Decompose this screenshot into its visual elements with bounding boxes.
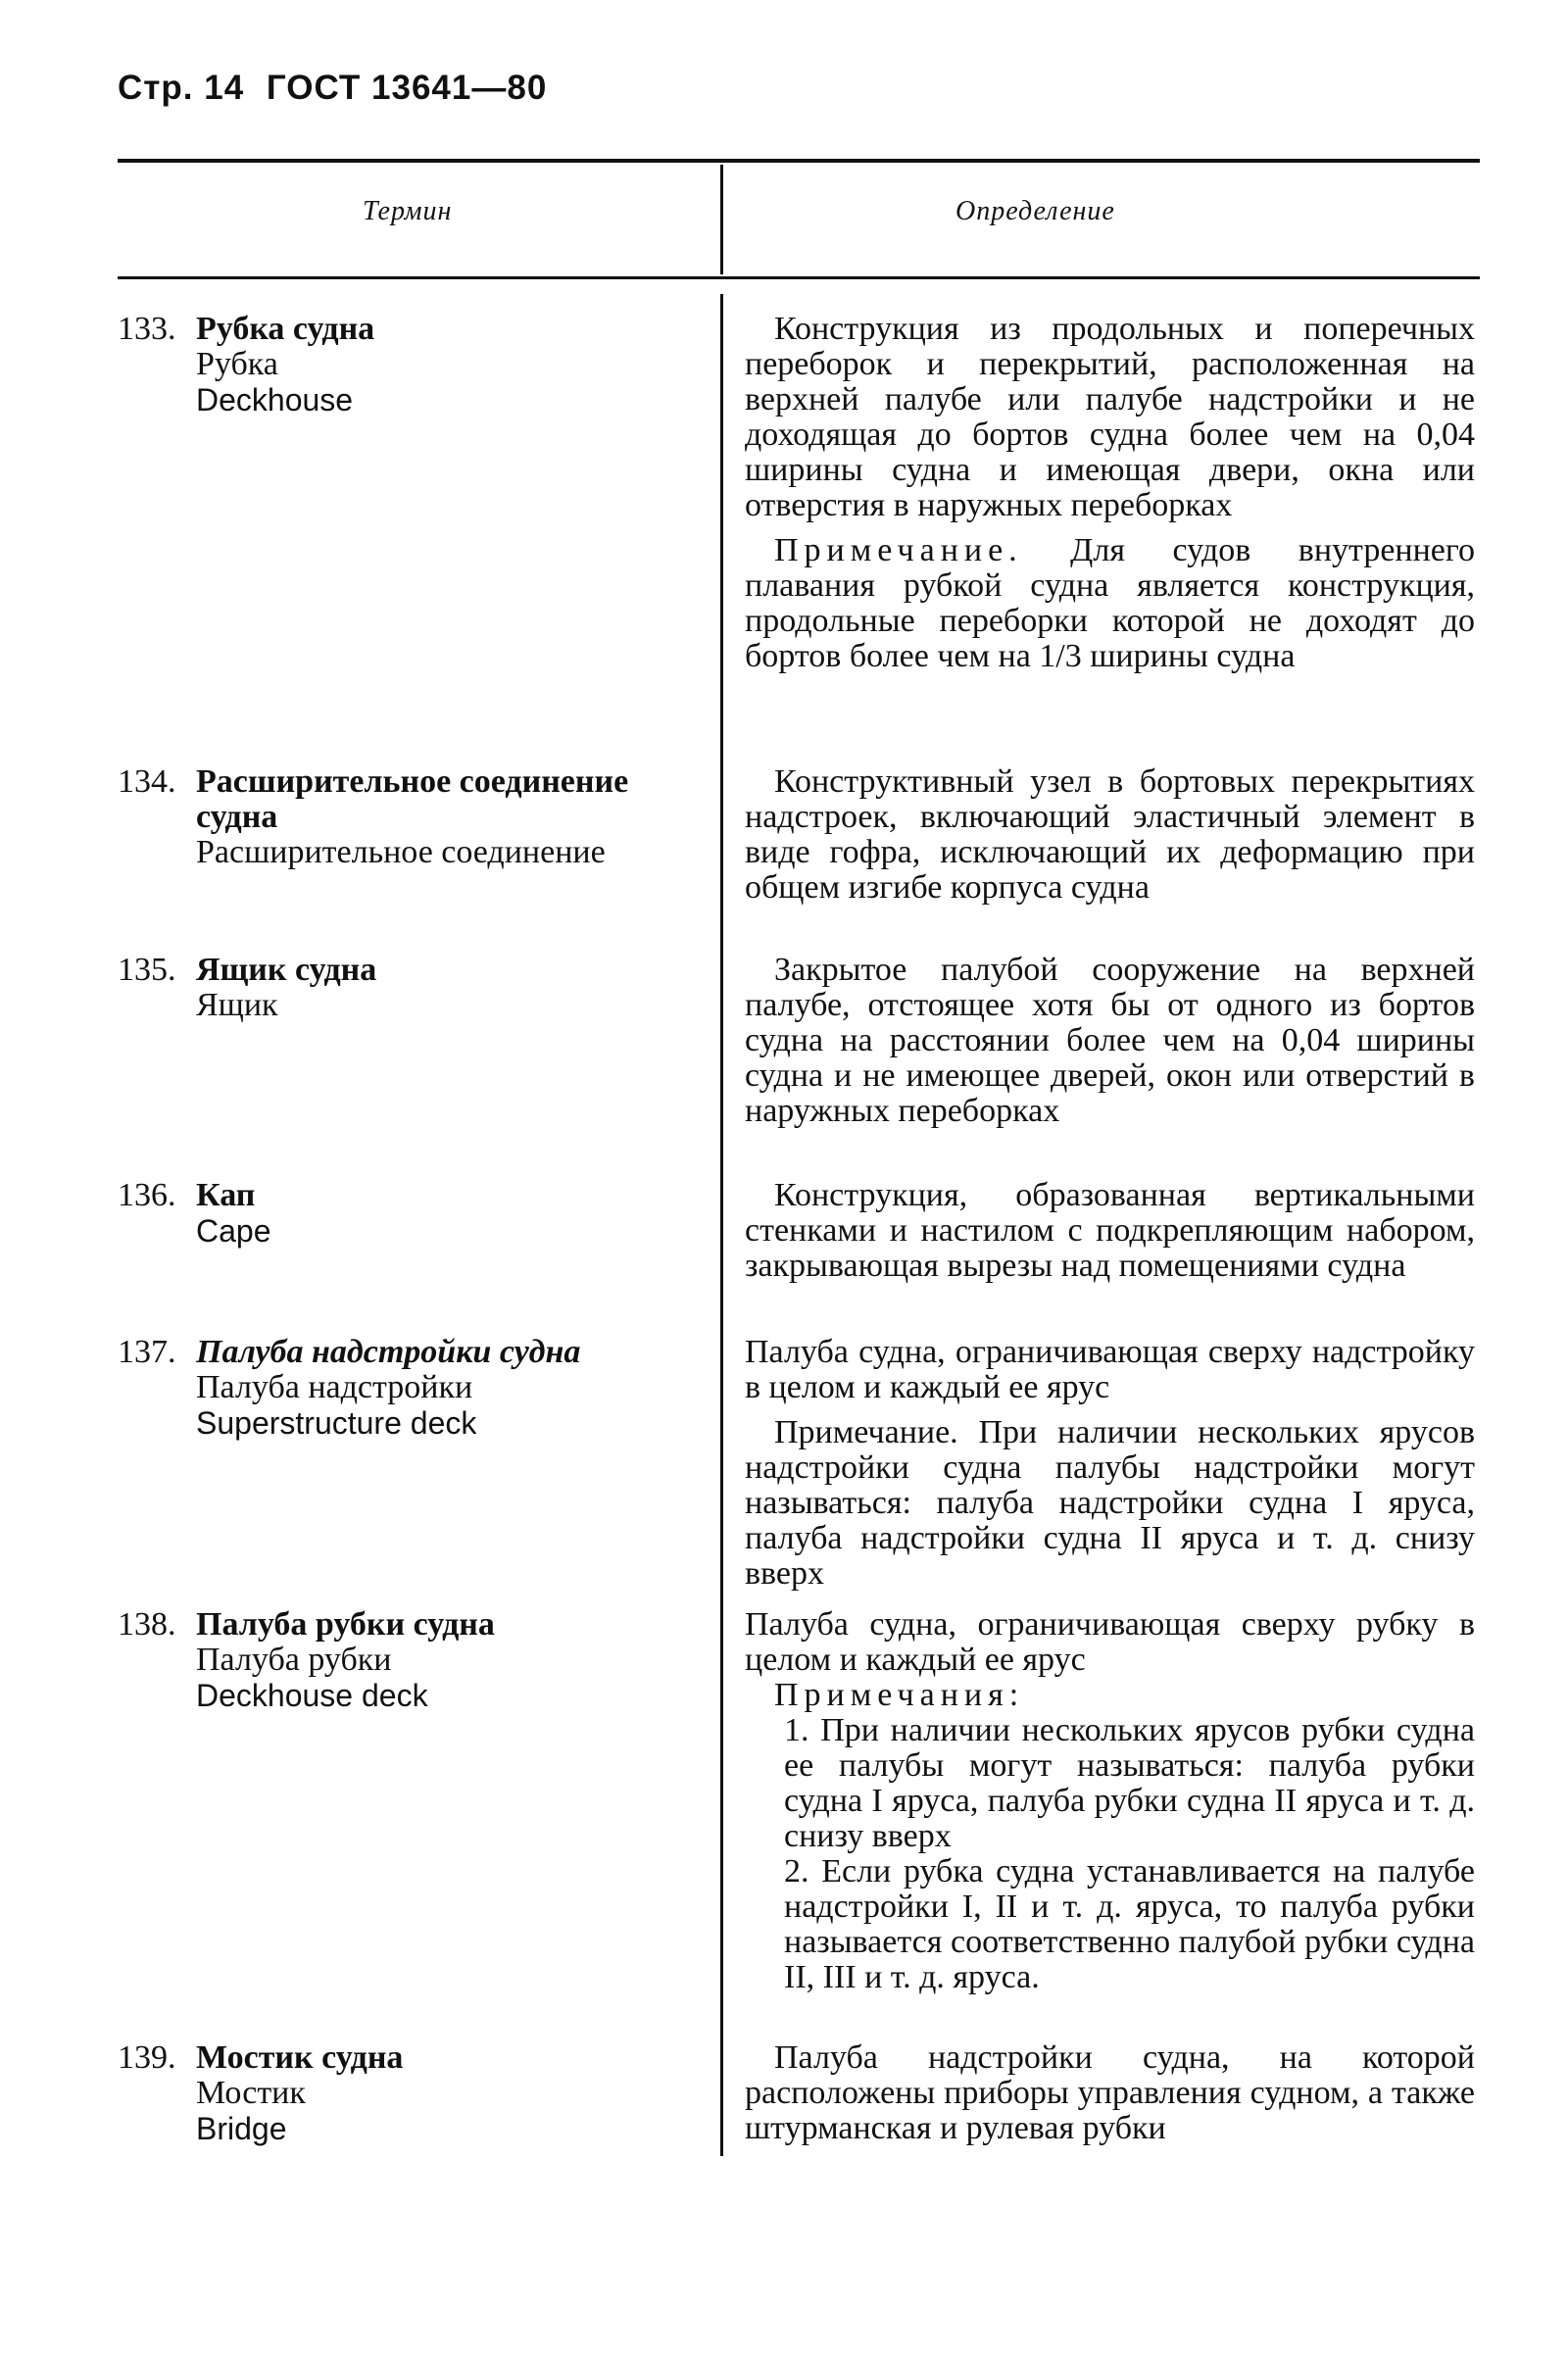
term-name: Мостик судна (196, 2039, 404, 2076)
entry-number: 139. (118, 2039, 176, 2076)
definition-text: Конструкция, образованная вертикальными стенками и настилом с подкрепляющим набором, закрывающая вырезы над помещениями судна (745, 1177, 1475, 1284)
term-cell (118, 1335, 706, 1441)
definition-cell (745, 1335, 1475, 1601)
entry-number: 134. (118, 763, 176, 800)
note-title: Примечание. (774, 1414, 958, 1450)
term-english: Superstructure deck (196, 1405, 477, 1441)
note-title: Примечание. (774, 532, 1023, 568)
top-rule (118, 159, 1480, 163)
term-short: Рубка (196, 346, 278, 382)
definition-cell (745, 764, 1475, 915)
definition-text: Палуба судна, ограничивающая сверху рубку в целом и каждый ее ярус (745, 1606, 1475, 1678)
term-cell (118, 1178, 706, 1249)
page-label: Стр. 14 (118, 69, 245, 107)
term-cell (118, 312, 706, 417)
definition-cell (745, 2040, 1475, 2156)
term-name: Расширительное соединение (196, 763, 629, 800)
term-name: Ящик судна (196, 952, 377, 988)
header-column-divider (720, 165, 723, 274)
definition-text: Конструктивный узел в бортовых перекрытиях надстроек, включающий эластичный элемент в виде гофра, исключающий их деформацию при общем изгибе корпуса судна (745, 763, 1475, 906)
body-column-divider (720, 294, 723, 2156)
entry-number: 136. (118, 1177, 176, 1213)
note-text: Для судов внутреннего плавания рубкой судна является конструкция, продольные переборки которой не доходят до бортов более чем на 1/3 ширины судна (745, 532, 1475, 674)
term-short: Расширительное соединение (196, 834, 606, 870)
note-item-1: 1. При наличии нескольких ярусов рубки судна ее палубы могут называться: палуба рубки судна I яруса, палуба рубки судна II яруса и т. д. снизу вверх (784, 1712, 1475, 1854)
term-cell (118, 953, 706, 1023)
definition-cell (745, 312, 1475, 684)
note (745, 1415, 1475, 1592)
note-text: При наличии нескольких ярусов надстройки судна палубы надстройки могут называться: палуба надстройки судна I яруса, палуба надстройки судна II яруса и т. д. снизу вверх (745, 1414, 1476, 1592)
term-short: Мостик (196, 2075, 306, 2111)
note-title: Примечания: (774, 1677, 1025, 1713)
definition-cell (745, 953, 1475, 1139)
term-short: Ящик (196, 987, 278, 1023)
note-item-2: 2. Если рубка судна устанавливается на палубе надстройки I, II и т. д. яруса, то палуба рубки называется соответственно палубой рубки судна II, III и т. д. яруса. (784, 1853, 1475, 1995)
definition-text: Палуба надстройки судна, на которой расположены приборы управления судном, а также штурманская и рулевая рубки (745, 2039, 1475, 2146)
term-cell (118, 2040, 706, 2146)
definition-text: Закрытое палубой сооружение на верхней палубе, отстоящее хотя бы от одного из бортов судна на расстоянии более чем на 0,04 ширины судна и не имеющее дверей, окон или отверстий в наружных переборках (745, 952, 1475, 1129)
standard-number: ГОСТ 13641—80 (266, 69, 548, 107)
term-cell (118, 764, 706, 870)
column-header-definition: Определение (956, 196, 1115, 226)
term-cell (118, 1607, 706, 1713)
entry-number: 138. (118, 1606, 176, 1643)
entry-number: 133. (118, 311, 176, 347)
header-bottom-rule (118, 276, 1480, 279)
term-name: Рубка судна (196, 311, 375, 347)
term-english: Bridge (196, 2111, 287, 2146)
page-header (118, 69, 559, 108)
term-name-cont: судна (196, 799, 278, 835)
note (745, 533, 1475, 674)
term-english: Cape (196, 1213, 271, 1249)
term-name: Палуба надстройки судна (196, 1334, 581, 1370)
definition-text: Конструкция из продольных и поперечных переборок и перекрытий, расположенная на верхней палубе или палубе надстройки и не доходящая до бортов судна более чем на 0,04 ширины судна и имеющая двери, окна или отверстия в наружных переборках (745, 311, 1475, 523)
term-name: Кап (196, 1177, 256, 1213)
term-short: Палуба рубки (196, 1642, 392, 1678)
definition-text: Палуба судна, ограничивающая сверху надстройку в целом и каждый ее ярус (745, 1334, 1475, 1405)
column-header-terms: Термин (363, 196, 453, 226)
definition-cell (745, 1607, 1475, 2005)
entry-number: 135. (118, 952, 176, 988)
term-name: Палуба рубки судна (196, 1606, 495, 1643)
entry-number: 137. (118, 1334, 176, 1370)
term-english: Deckhouse (196, 382, 354, 417)
term-english: Deckhouse deck (196, 1678, 428, 1713)
term-short: Палуба надстройки (196, 1369, 473, 1405)
definition-cell (745, 1178, 1475, 1294)
